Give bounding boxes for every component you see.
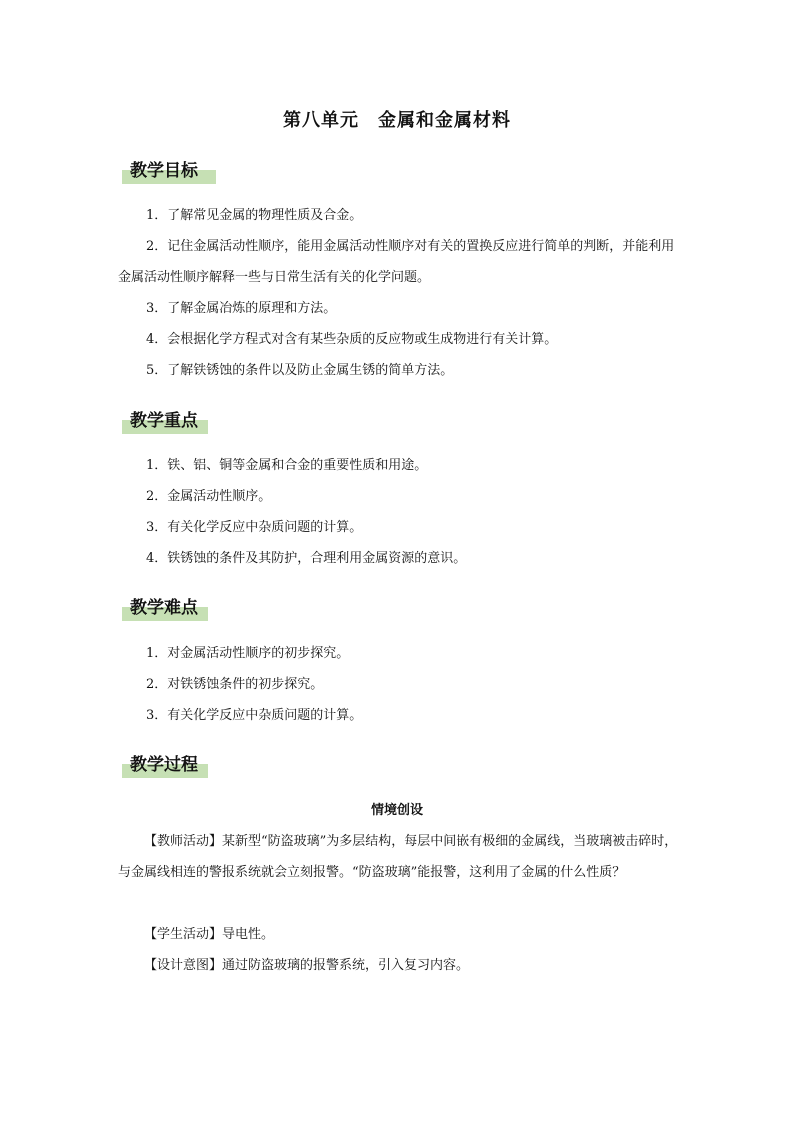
section-heading-difficulties: 教学难点 <box>122 597 206 623</box>
list-item: 2．记住金属活动性顺序，能用金属活动性顺序对有关的置换反应进行简单的判断，并能利用金属活动性顺序解释一些与日常生活有关的化学问题。 <box>118 239 675 285</box>
list-item: 1．对金属活动性顺序的初步探究。 <box>146 646 350 661</box>
difficulties-list <box>118 638 678 731</box>
section-heading-process: 教学过程 <box>122 754 206 780</box>
section-heading-objectives: 教学目标 <box>122 160 206 186</box>
list-item: 2．对铁锈蚀条件的初步探究。 <box>146 677 324 692</box>
page-title: 第八单元 金属和金属材料 <box>283 110 511 131</box>
teacher-activity-paragraph: 【教师活动】某新型“防盗玻璃”为多层结构，每层中间嵌有极细的金属线，当玻璃被击碎时，与金属线相连的警报系统就会立刻报警。“防盗玻璃”能报警，这利用了金属的什么性质？ <box>118 834 678 880</box>
list-item: 3．有关化学反应中杂质问题的计算。 <box>146 708 363 723</box>
list-item: 1．了解常见金属的物理性质及合金。 <box>146 208 363 223</box>
objectives-list <box>118 200 678 386</box>
key-points-list <box>118 450 678 574</box>
process-subheading: 情境创设 <box>370 803 423 818</box>
list-item: 2．金属活动性顺序。 <box>146 489 272 504</box>
list-item: 1．铁、铝、铜等金属和合金的重要性质和用途。 <box>146 458 428 473</box>
section-heading-key-points: 教学重点 <box>122 410 206 436</box>
list-item: 5．了解铁锈蚀的条件以及防止金属生锈的简单方法。 <box>146 363 454 378</box>
list-item: 3．了解金属冶炼的原理和方法。 <box>146 301 337 316</box>
design-intent-paragraph: 【设计意图】通过防盗玻璃的报警系统，引入复习内容。 <box>144 958 470 973</box>
student-activity-paragraph: 【学生活动】导电性。 <box>144 927 275 942</box>
list-item: 3．有关化学反应中杂质问题的计算。 <box>146 520 363 535</box>
list-item: 4．会根据化学方程式对含有某些杂质的反应物或生成物进行有关计算。 <box>146 332 558 347</box>
list-item: 4．铁锈蚀的条件及其防护，合理利用金属资源的意识。 <box>146 551 467 566</box>
